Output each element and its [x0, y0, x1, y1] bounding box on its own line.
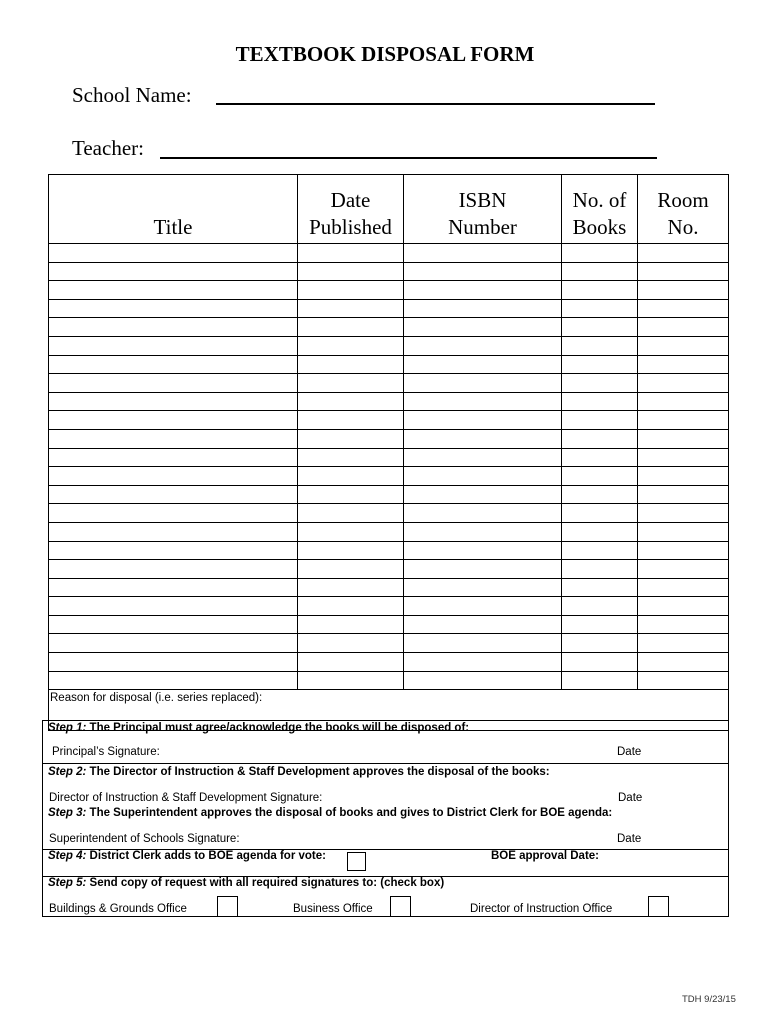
cell-date-published[interactable]: [298, 318, 404, 337]
cell-room-no[interactable]: [638, 392, 729, 411]
school-name-label: School Name:: [72, 83, 192, 107]
cell-no-of-books[interactable]: [562, 653, 638, 672]
business-office-checkbox[interactable]: [390, 896, 411, 917]
table-row: [49, 411, 729, 430]
form-title: TEXTBOOK DISPOSAL FORM: [235, 42, 535, 66]
header-isbn-number: ISBN Number: [404, 175, 562, 244]
cell-isbn-number[interactable]: [404, 504, 562, 523]
cell-no-of-books[interactable]: [562, 615, 638, 634]
step-2-date-label: Date: [618, 792, 643, 804]
cell-title[interactable]: [49, 429, 298, 448]
cell-date-published[interactable]: [298, 560, 404, 579]
header-title: Title: [49, 175, 298, 244]
cell-title[interactable]: [49, 336, 298, 355]
step-3-instruction: Step 3: The Superintendent approves the disposal of books and gives to District Clerk for BOE agenda:: [48, 807, 613, 819]
cell-no-of-books[interactable]: [562, 374, 638, 393]
cell-date-published[interactable]: [298, 634, 404, 653]
cell-isbn-number[interactable]: [404, 281, 562, 300]
cell-title[interactable]: [49, 467, 298, 486]
table-row: [49, 541, 729, 560]
step-3-section: [43, 807, 728, 849]
cell-date-published[interactable]: [298, 281, 404, 300]
cell-room-no[interactable]: [638, 411, 729, 430]
cell-room-no[interactable]: [638, 336, 729, 355]
school-name-field[interactable]: [216, 103, 655, 105]
cell-isbn-number[interactable]: [404, 318, 562, 337]
cell-title[interactable]: [49, 392, 298, 411]
cell-no-of-books[interactable]: [562, 671, 638, 690]
cell-isbn-number[interactable]: [404, 262, 562, 281]
cell-isbn-number[interactable]: [404, 634, 562, 653]
director-instruction-office-option-label: Director of Instruction Office: [470, 903, 613, 915]
cell-room-no[interactable]: [638, 429, 729, 448]
table-row: [49, 448, 729, 467]
cell-isbn-number[interactable]: [404, 560, 562, 579]
table-row: [49, 374, 729, 393]
cell-room-no[interactable]: [638, 504, 729, 523]
cell-no-of-books[interactable]: [562, 244, 638, 263]
table-row: [49, 429, 729, 448]
cell-isbn-number[interactable]: [404, 411, 562, 430]
cell-isbn-number[interactable]: [404, 374, 562, 393]
cell-title[interactable]: [49, 541, 298, 560]
cell-title[interactable]: [49, 262, 298, 281]
cell-title[interactable]: [49, 578, 298, 597]
cell-title[interactable]: [49, 522, 298, 541]
reason-for-disposal-label: Reason for disposal (i.e. series replaced):: [50, 692, 263, 705]
table-row: [49, 560, 729, 579]
step-1-section: [43, 721, 728, 763]
cell-no-of-books[interactable]: [562, 355, 638, 374]
cell-isbn-number[interactable]: [404, 671, 562, 690]
cell-date-published[interactable]: [298, 299, 404, 318]
cell-date-published[interactable]: [298, 504, 404, 523]
cell-title[interactable]: [49, 504, 298, 523]
cell-isbn-number[interactable]: [404, 578, 562, 597]
buildings-grounds-checkbox[interactable]: [217, 896, 238, 917]
cell-date-published[interactable]: [298, 429, 404, 448]
step-1-instruction: Step 1: The Principal must agree/acknowledge the books will be disposed of:: [48, 722, 470, 734]
step-2-section: [43, 763, 728, 807]
cell-date-published[interactable]: [298, 671, 404, 690]
cell-isbn-number[interactable]: [404, 299, 562, 318]
table-row: [49, 504, 729, 523]
cell-date-published[interactable]: [298, 522, 404, 541]
cell-room-no[interactable]: [638, 560, 729, 579]
boe-agenda-checkbox[interactable]: [347, 852, 366, 871]
step-5-instruction: Step 5: Send copy of request with all required signatures to: (check box): [48, 877, 445, 889]
table-row: [49, 653, 729, 672]
cell-room-no[interactable]: [638, 244, 729, 263]
cell-room-no[interactable]: [638, 467, 729, 486]
cell-date-published[interactable]: [298, 578, 404, 597]
cell-no-of-books[interactable]: [562, 392, 638, 411]
cell-no-of-books[interactable]: [562, 429, 638, 448]
cell-isbn-number[interactable]: [404, 485, 562, 504]
header-date-published: Date Published: [298, 175, 404, 244]
step-4-section: [43, 849, 728, 876]
cell-no-of-books[interactable]: [562, 504, 638, 523]
cell-title[interactable]: [49, 281, 298, 300]
cell-no-of-books[interactable]: [562, 522, 638, 541]
table-row: [49, 615, 729, 634]
cell-title[interactable]: [49, 671, 298, 690]
cell-date-published[interactable]: [298, 485, 404, 504]
table-row: [49, 244, 729, 263]
cell-no-of-books[interactable]: [562, 485, 638, 504]
cell-no-of-books[interactable]: [562, 560, 638, 579]
principal-signature-label: Principal’s Signature:: [52, 746, 160, 758]
cell-date-published[interactable]: [298, 615, 404, 634]
cell-title[interactable]: [49, 299, 298, 318]
step-5-section: [43, 876, 728, 917]
cell-room-no[interactable]: [638, 448, 729, 467]
cell-isbn-number[interactable]: [404, 653, 562, 672]
cell-room-no[interactable]: [638, 671, 729, 690]
table-row: [49, 262, 729, 281]
cell-title[interactable]: [49, 374, 298, 393]
header-room-no: Room No.: [638, 175, 729, 244]
cell-room-no[interactable]: [638, 615, 729, 634]
cell-no-of-books[interactable]: [562, 597, 638, 616]
cell-room-no[interactable]: [638, 541, 729, 560]
buildings-grounds-option-label: Buildings & Grounds Office: [49, 903, 187, 915]
cell-isbn-number[interactable]: [404, 541, 562, 560]
cell-title[interactable]: [49, 634, 298, 653]
cell-title[interactable]: [49, 355, 298, 374]
boe-approval-date-label: BOE approval Date:: [491, 850, 599, 862]
table-row: [49, 336, 729, 355]
cell-room-no[interactable]: [638, 299, 729, 318]
cell-room-no[interactable]: [638, 262, 729, 281]
table-row: [49, 634, 729, 653]
cell-isbn-number[interactable]: [404, 429, 562, 448]
cell-isbn-number[interactable]: [404, 392, 562, 411]
cell-title[interactable]: [49, 448, 298, 467]
cell-date-published[interactable]: [298, 262, 404, 281]
cell-isbn-number[interactable]: [404, 355, 562, 374]
table-row: [49, 299, 729, 318]
cell-date-published[interactable]: [298, 374, 404, 393]
cell-isbn-number[interactable]: [404, 597, 562, 616]
table-row: [49, 467, 729, 486]
cell-room-no[interactable]: [638, 485, 729, 504]
cell-room-no[interactable]: [638, 634, 729, 653]
superintendent-signature-label: Superintendent of Schools Signature:: [49, 833, 240, 845]
cell-no-of-books[interactable]: [562, 411, 638, 430]
table-row: [49, 597, 729, 616]
cell-isbn-number[interactable]: [404, 336, 562, 355]
teacher-label: Teacher:: [72, 136, 144, 160]
cell-room-no[interactable]: [638, 355, 729, 374]
cell-no-of-books[interactable]: [562, 541, 638, 560]
step-1-date-label: Date: [617, 746, 642, 758]
cell-isbn-number[interactable]: [404, 448, 562, 467]
table-row: [49, 485, 729, 504]
cell-date-published[interactable]: [298, 411, 404, 430]
cell-title[interactable]: [49, 244, 298, 263]
cell-title[interactable]: [49, 318, 298, 337]
table-row: [49, 578, 729, 597]
cell-isbn-number[interactable]: [404, 467, 562, 486]
cell-title[interactable]: [49, 560, 298, 579]
cell-isbn-number[interactable]: [404, 615, 562, 634]
cell-no-of-books[interactable]: [562, 299, 638, 318]
cell-title[interactable]: [49, 485, 298, 504]
cell-no-of-books[interactable]: [562, 262, 638, 281]
cell-no-of-books[interactable]: [562, 448, 638, 467]
table-row: [49, 522, 729, 541]
director-signature-label: Director of Instruction & Staff Development Signature:: [49, 792, 323, 804]
cell-no-of-books[interactable]: [562, 578, 638, 597]
cell-room-no[interactable]: [638, 597, 729, 616]
step-4-instruction: Step 4: District Clerk adds to BOE agenda for vote:: [48, 850, 326, 862]
cell-no-of-books[interactable]: [562, 634, 638, 653]
teacher-field[interactable]: [160, 157, 657, 159]
cell-date-published[interactable]: [298, 597, 404, 616]
cell-no-of-books[interactable]: [562, 281, 638, 300]
cell-date-published[interactable]: [298, 392, 404, 411]
cell-title[interactable]: [49, 411, 298, 430]
cell-date-published[interactable]: [298, 355, 404, 374]
cell-isbn-number[interactable]: [404, 522, 562, 541]
cell-date-published[interactable]: [298, 653, 404, 672]
table-row: [49, 281, 729, 300]
business-office-option-label: Business Office: [293, 903, 373, 915]
step-3-date-label: Date: [617, 833, 642, 845]
cell-title[interactable]: [49, 615, 298, 634]
header-no-of-books: No. of Books: [562, 175, 638, 244]
table-row: [49, 355, 729, 374]
cell-date-published[interactable]: [298, 467, 404, 486]
cell-no-of-books[interactable]: [562, 467, 638, 486]
cell-no-of-books[interactable]: [562, 318, 638, 337]
table-header-row: [49, 175, 729, 244]
cell-date-published[interactable]: [298, 244, 404, 263]
cell-title[interactable]: [49, 597, 298, 616]
cell-date-published[interactable]: [298, 448, 404, 467]
cell-room-no[interactable]: [638, 653, 729, 672]
footer-revision-code: TDH 9/23/15: [682, 994, 736, 1005]
cell-room-no[interactable]: [638, 374, 729, 393]
cell-room-no[interactable]: [638, 522, 729, 541]
director-instruction-office-checkbox[interactable]: [648, 896, 669, 917]
cell-room-no[interactable]: [638, 318, 729, 337]
approval-steps-box: [42, 720, 729, 917]
cell-isbn-number[interactable]: [404, 244, 562, 263]
cell-date-published[interactable]: [298, 541, 404, 560]
cell-room-no[interactable]: [638, 281, 729, 300]
books-table: [48, 174, 729, 731]
cell-room-no[interactable]: [638, 578, 729, 597]
cell-date-published[interactable]: [298, 336, 404, 355]
step-2-instruction: Step 2: The Director of Instruction & Staff Development approves the disposal of the books:: [48, 766, 550, 778]
table-row: [49, 318, 729, 337]
cell-no-of-books[interactable]: [562, 336, 638, 355]
table-row: [49, 671, 729, 690]
table-row: [49, 392, 729, 411]
cell-title[interactable]: [49, 653, 298, 672]
